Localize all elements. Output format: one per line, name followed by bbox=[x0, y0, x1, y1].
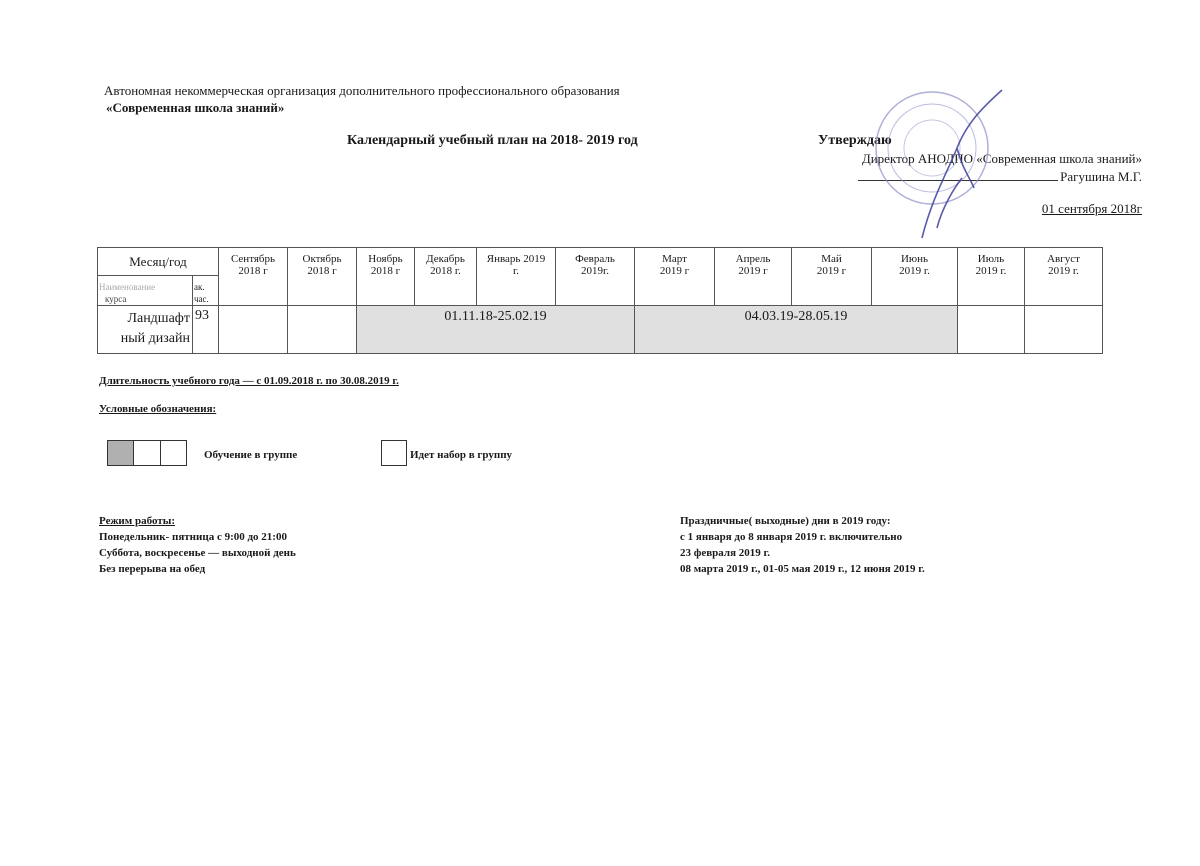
approval-name: Рагушина М.Г. bbox=[1060, 169, 1142, 184]
month-year-header: Месяц/год bbox=[98, 248, 219, 276]
month-year: 2019 г. bbox=[1048, 265, 1079, 277]
course-name-header bbox=[98, 276, 193, 306]
course-hours: 93 bbox=[193, 306, 219, 354]
course-name-line2: ный дизайн bbox=[120, 331, 190, 346]
month-year: 2018 г. bbox=[430, 265, 461, 277]
hours-header-line2: час. bbox=[194, 294, 209, 304]
month-label: Июнь bbox=[900, 253, 929, 265]
month-label: Январь 2019 bbox=[486, 253, 546, 265]
month-header-row bbox=[98, 248, 1103, 276]
holidays-heading: Праздничные( выходные) дни в 2019 году: bbox=[680, 515, 891, 527]
month-year: 2019 г. bbox=[975, 265, 1007, 277]
month-header-aug bbox=[1025, 248, 1103, 306]
legend-training-label: Обучение в группе bbox=[204, 449, 298, 461]
month-year: 2019 г bbox=[659, 265, 690, 277]
month-label: Декабрь bbox=[426, 253, 465, 265]
table-row bbox=[98, 306, 1103, 354]
month-header-jul bbox=[958, 248, 1025, 306]
empty-cell bbox=[1025, 306, 1103, 354]
month-label: Март bbox=[662, 253, 687, 265]
month-header-jun bbox=[872, 248, 958, 306]
work-mode-block bbox=[99, 513, 296, 577]
calendar-plan-table bbox=[97, 247, 1103, 354]
month-year: г. bbox=[512, 265, 520, 277]
month-header-may bbox=[792, 248, 872, 306]
month-label: Июль bbox=[977, 253, 1005, 265]
holidays-block bbox=[680, 513, 925, 577]
course-name-header-line2: курса bbox=[105, 294, 127, 304]
training-period-1: 01.11.18-25.02.19 bbox=[357, 306, 635, 354]
empty-cell bbox=[958, 306, 1025, 354]
month-year: 2019 г bbox=[738, 265, 768, 277]
month-label: Апрель bbox=[735, 253, 771, 265]
document-title: Календарный учебный план на 2018- 2019 год bbox=[347, 133, 638, 148]
month-label: Август bbox=[1047, 253, 1080, 265]
work-mode-heading: Режим работы: bbox=[99, 515, 175, 527]
legend-empty-swatch bbox=[133, 440, 161, 466]
legend-recruiting-swatch bbox=[381, 440, 407, 466]
month-header-oct bbox=[288, 248, 357, 306]
work-mode-line: Суббота, воскресенье — выходной день bbox=[99, 547, 296, 559]
holidays-line: 08 марта 2019 г., 01-05 мая 2019 г., 12 июня 2019 г. bbox=[680, 563, 925, 575]
holidays-line: с 1 января до 8 января 2019 г. включительно bbox=[680, 531, 903, 543]
month-header-feb bbox=[556, 248, 635, 306]
legend-shaded-swatch bbox=[107, 440, 134, 466]
holidays-line: 23 февраля 2019 г. bbox=[680, 547, 771, 559]
month-label: Октябрь bbox=[302, 253, 342, 265]
course-name-header-line1: Наименование bbox=[99, 282, 156, 292]
legend-heading: Условные обозначения: bbox=[99, 403, 217, 415]
academic-year-duration: Длительность учебного года — с 01.09.2018 г. по 30.08.2019 г. bbox=[99, 375, 399, 387]
month-label: Май bbox=[821, 253, 842, 265]
empty-cell bbox=[288, 306, 357, 354]
month-year: 2018 г bbox=[307, 265, 337, 277]
month-year: 2018 г bbox=[238, 265, 268, 277]
month-header-mar bbox=[635, 248, 715, 306]
training-period-2: 04.03.19-28.05.19 bbox=[635, 306, 958, 354]
hours-header-line1: ак. bbox=[194, 282, 205, 292]
approval-date: 01 сентября 2018г bbox=[1041, 201, 1142, 216]
month-header-dec bbox=[415, 248, 477, 306]
month-header-nov bbox=[357, 248, 415, 306]
work-mode-line: Понедельник- пятница с 9:00 до 21:00 bbox=[99, 531, 287, 543]
organization-name: Автономная некоммерческая организация дополнительного профессионального образования bbox=[104, 83, 620, 98]
month-label: Февраль bbox=[575, 253, 615, 265]
month-header-jan bbox=[477, 248, 556, 306]
organization-short-name: «Современная школа знаний» bbox=[106, 100, 285, 115]
month-year: 2018 г bbox=[370, 265, 401, 277]
empty-cell bbox=[219, 306, 288, 354]
approval-position: Директор АНОДПО «Современная школа знаний» bbox=[861, 151, 1142, 166]
hours-header bbox=[193, 276, 219, 306]
legend-empty-swatch bbox=[160, 440, 187, 466]
course-name-line1: Ландшафт bbox=[127, 311, 190, 326]
month-label: Ноябрь bbox=[368, 253, 403, 265]
month-label: Сентябрь bbox=[230, 253, 276, 265]
approval-word: Утверждаю bbox=[818, 133, 892, 148]
course-name bbox=[98, 306, 193, 354]
month-header-apr bbox=[715, 248, 792, 306]
legend-recruiting-label: Идет набор в группу bbox=[410, 449, 513, 461]
month-year: 2019 г bbox=[816, 265, 847, 277]
month-year: 2019г. bbox=[580, 265, 610, 277]
month-year: 2019 г. bbox=[899, 265, 930, 277]
month-header-sep bbox=[219, 248, 288, 306]
work-mode-line: Без перерыва на обед bbox=[99, 563, 206, 575]
seal-stamp-icon bbox=[862, 78, 1012, 248]
